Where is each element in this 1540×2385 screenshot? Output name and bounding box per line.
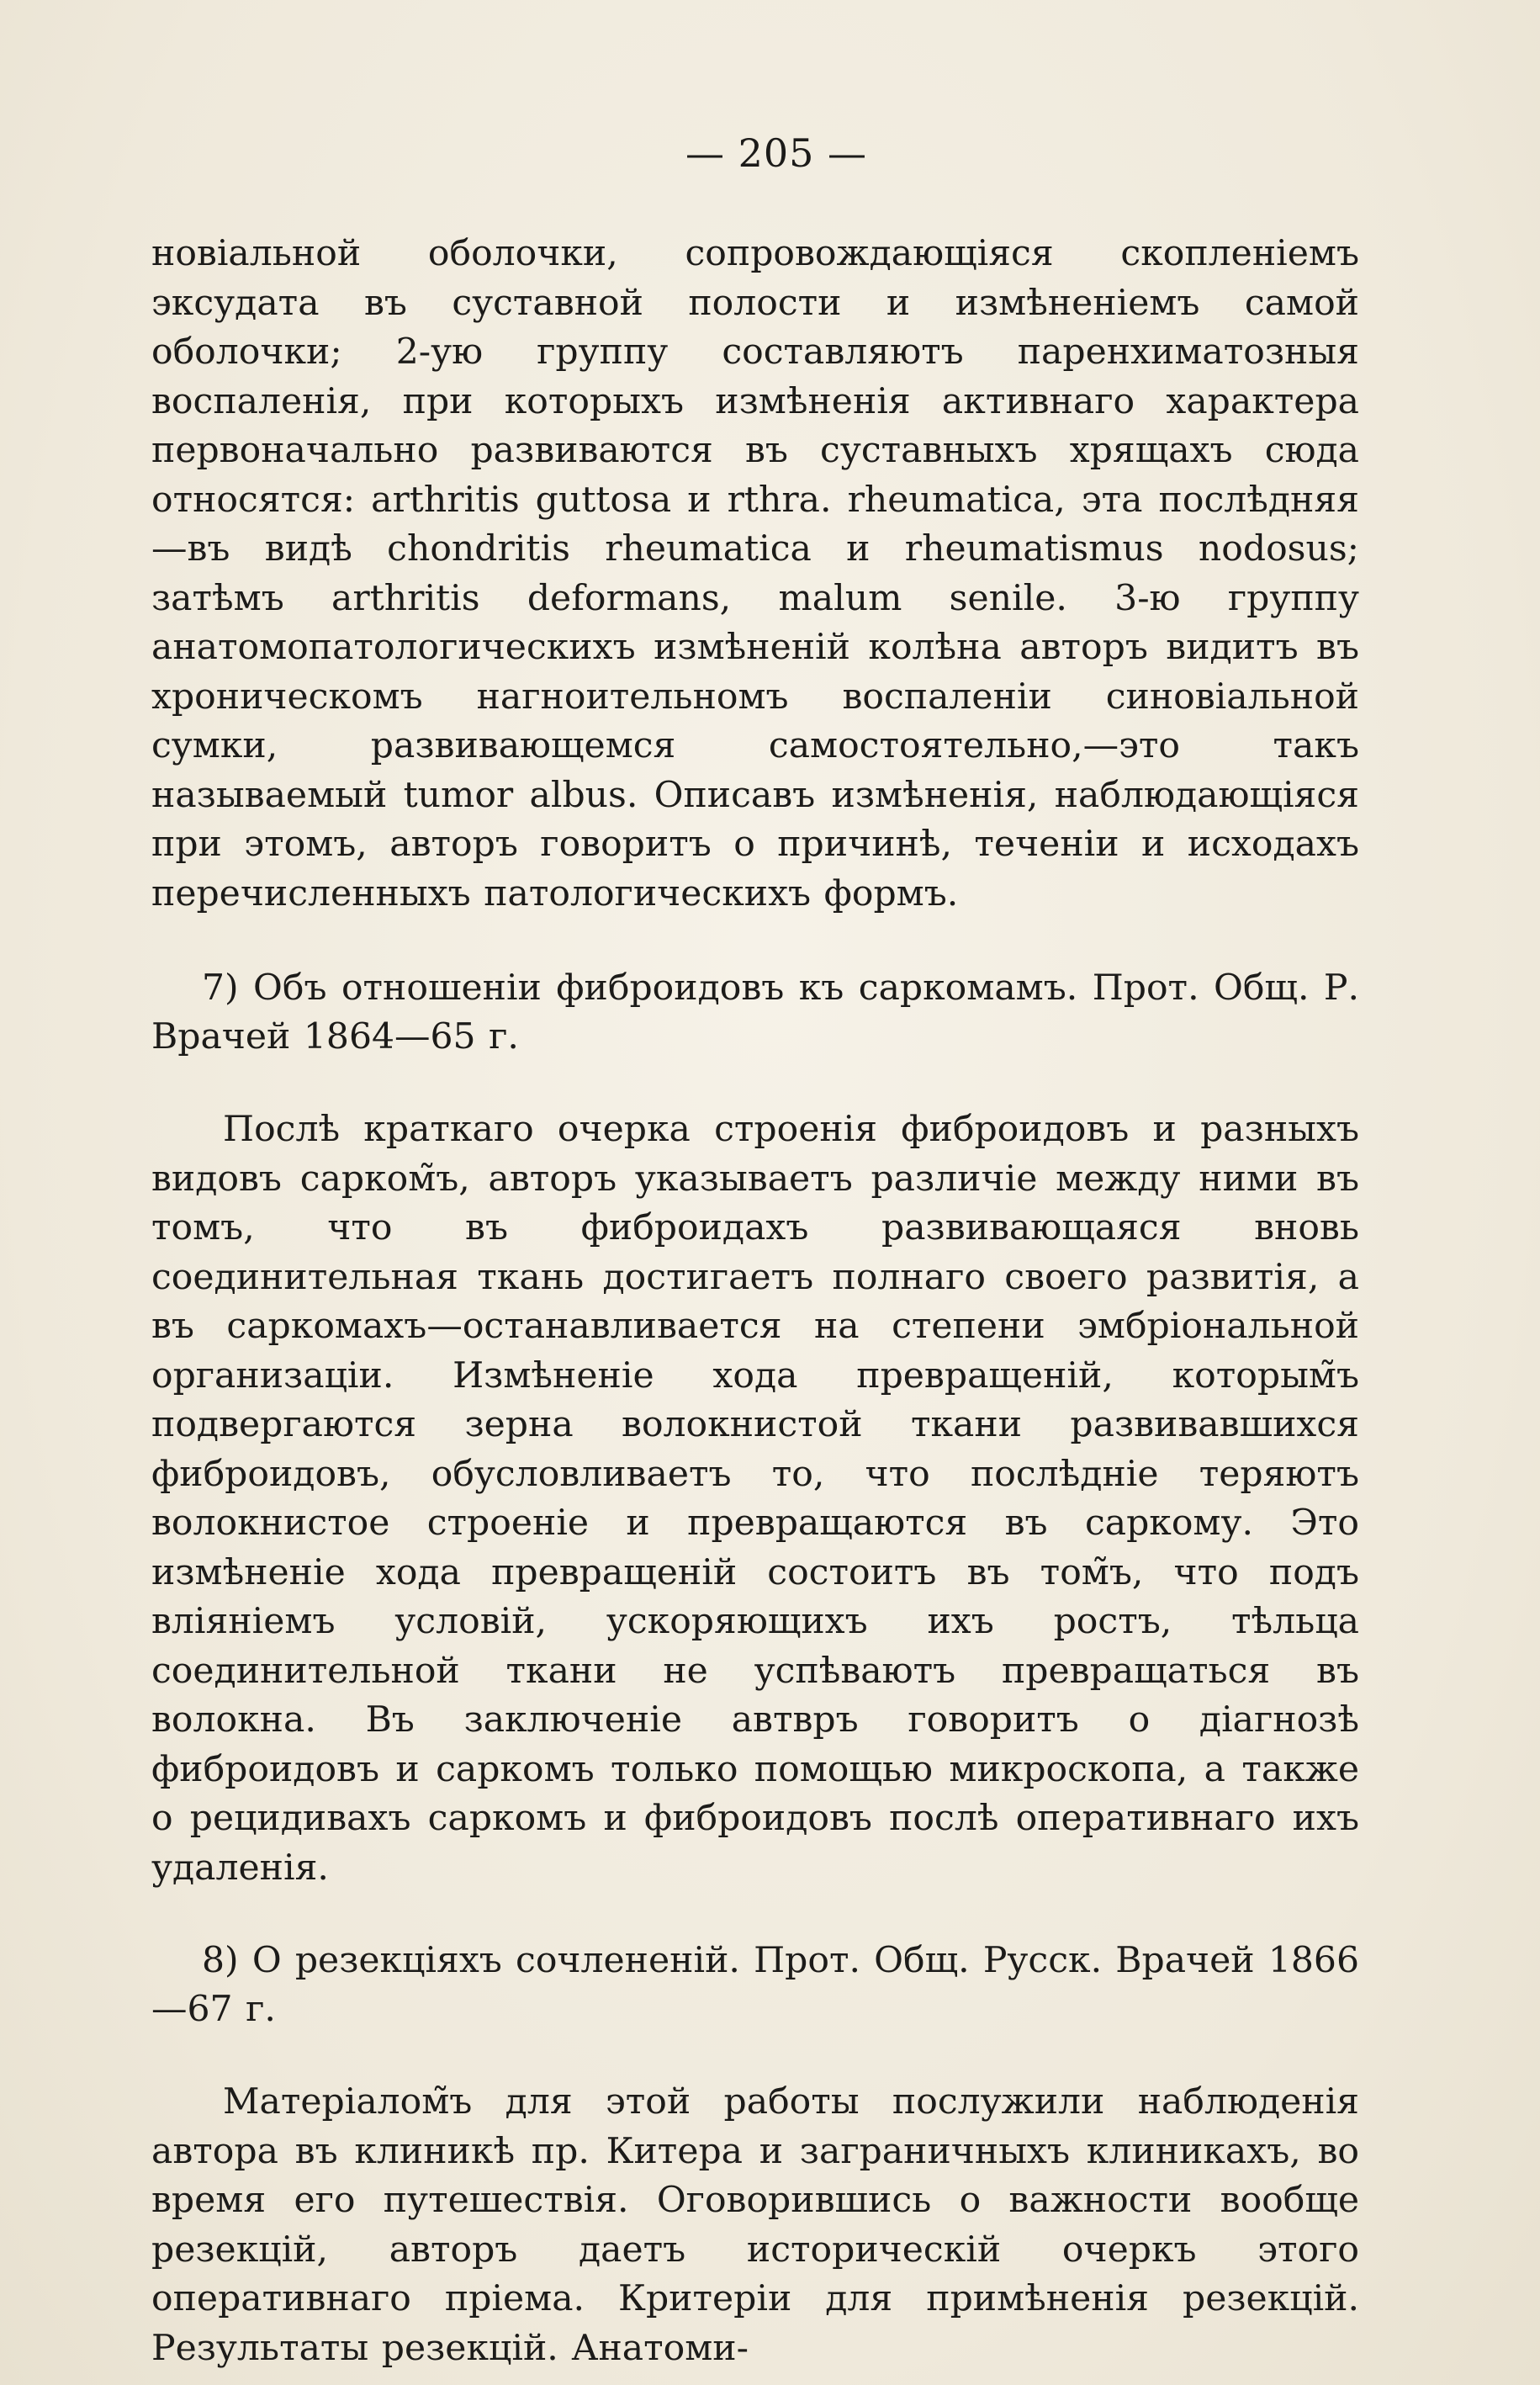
- paragraph-joint-resections: Матеріалом̃ъ для этой работы послужили наблюденія автора въ клиникѣ пр. Китера и заграничныхъ клиникахъ, во время его путешествія. Оговорившись о важности вообще резекцій, авторъ даетъ историческій очеркъ этого оперативнаго пріема. Критеріи для примѣненія резекцій. Результаты резекцій. Анатоми-: [151, 2081, 1359, 2369]
- page-number: — 205 —: [685, 130, 868, 176]
- paragraph-knee-pathology-continued: новіальной оболочки, сопровождающіяся скопленіемъ эксудата въ суставной полости и измѣненіемъ самой оболочки; 2-ую группу составляютъ паренхиматозныя воспаленія, при которыхъ измѣненія активнаго характера первоначально развиваются въ суставныхъ хрящахъ сюда относятся: arthritis guttosa и rthra. rheumatica, эта послѣдняя—въ видѣ chondritis rheumatica и rheumatismus nodosus; затѣмъ arthritis deformans, malum senile. 3-ю группу анатомопатологическихъ измѣненій колѣна авторъ видитъ въ хроническомъ нагноительномъ воспаленіи синовіальной сумки, развивающемся самостоятельно,—это такъ называемый tumor albus. Описавъ измѣненія, наблюдающіяся при этомъ, авторъ говоритъ о причинѣ, теченіи и исходахъ перечисленныхъ патологическихъ формъ.: [151, 233, 1359, 914]
- section-heading-8: 8) О резекціяхъ сочлененій. Прот. Общ. Русск. Врачей 1866—67 г.: [151, 1940, 1359, 2030]
- paragraph-fibroids-sarcomas: Послѣ краткаго очерка строенія фиброидовъ и разныхъ видовъ сарком̃ъ, авторъ указываетъ различіе между ними въ томъ, что въ фиброидахъ развивающаяся вновь соединительная ткань достигаетъ полнаго своего развитія, а въ саркомахъ—останавливается на степени эмбріональной организаціи. Измѣненіе хода превращеній, которым̃ъ подвергаются зерна волокнистой ткани развивавшихся фиброидовъ, обусловливаетъ то, что послѣдніе теряютъ волокнистое строеніе и превращаются въ саркому. Это измѣненіе хода превращеній состоитъ въ том̃ъ, что подъ вліяніемъ условій, ускоряющихъ ихъ ростъ, тѣльца соединительной ткани не успѣваютъ превращаться въ волокна. Въ заключеніе автвръ говоритъ о діагнозѣ фиброидовъ и саркомъ только помощью микроскопа, а также о рецидивахъ саркомъ и фиброидовъ послѣ оперативнаго ихъ удаленія.: [151, 1109, 1359, 1889]
- section-heading-7: 7) Объ отношеніи фиброидовъ къ саркомамъ. Прот. Общ. Р. Врачей 1864—65 г.: [151, 967, 1359, 1057]
